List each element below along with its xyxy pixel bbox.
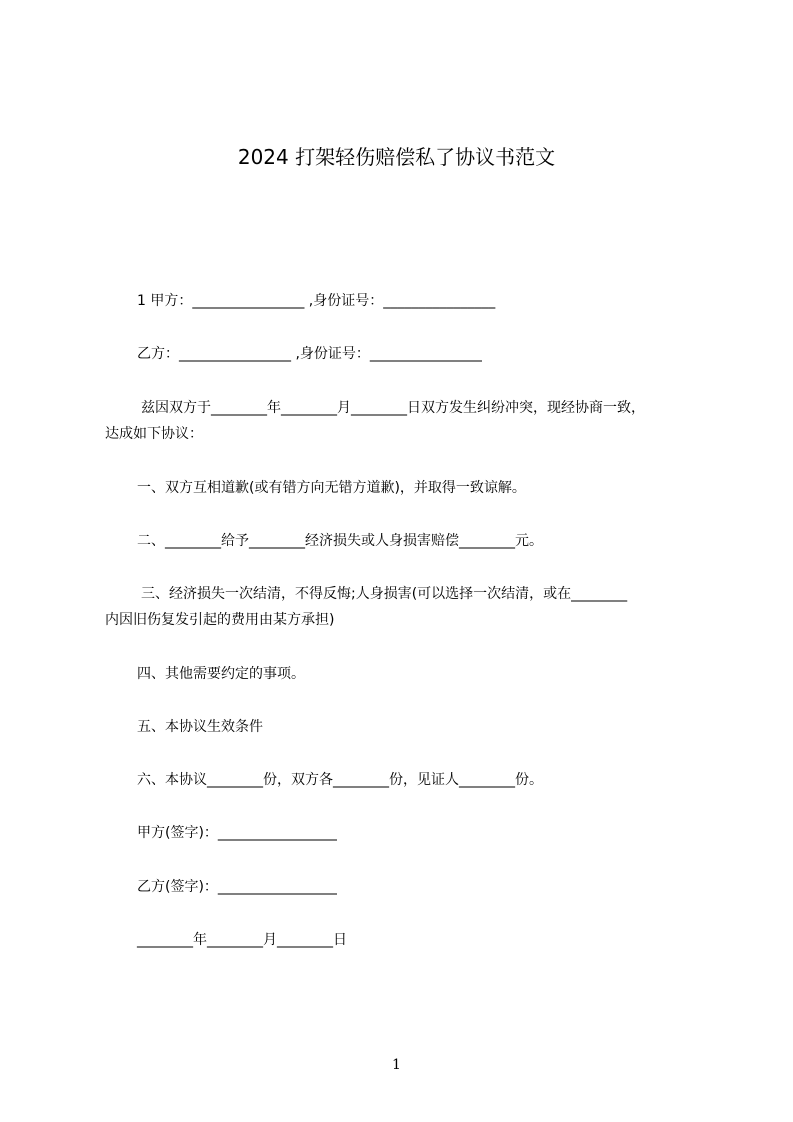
clause-3-line-2: 内因旧伤复发引起的费用由某方承担): [105, 612, 335, 628]
intro-paragraph-line-1: 兹因双方于________年________月________日双方发生纠纷冲突，现经协商一致，: [141, 400, 645, 416]
clause-2: 二、________给予________经济损失或人身损害赔偿________元。: [137, 533, 543, 549]
document-title: 2024 打架轻伤赔偿私了协议书范文: [237, 145, 556, 169]
clause-5: 五、本协议生效条件: [137, 719, 263, 735]
party-a-line: 1 甲方：________________ ,身份证号：________________: [137, 293, 496, 309]
page-number: 1: [392, 1057, 401, 1073]
clause-4: 四、其他需要约定的事项。: [137, 666, 305, 682]
party-a-signature-line: 甲方(签字)：_________________: [137, 825, 337, 841]
intro-paragraph-line-2: 达成如下协议：: [105, 426, 203, 442]
clause-1: 一、双方互相道歉(或有错方向无错方道歉)，并取得一致谅解。: [137, 480, 526, 496]
date-line: ________年________月________日: [137, 932, 347, 948]
clause-6: 六、本协议________份，双方各________份，见证人________份。: [137, 772, 543, 788]
clause-3-line-1: 三、经济损失一次结清，不得反悔;人身损害(可以选择一次结清，或在________: [141, 586, 628, 602]
party-b-signature-line: 乙方(签字)：_________________: [137, 879, 337, 895]
party-b-line: 乙方：________________ ,身份证号：________________: [137, 346, 482, 362]
